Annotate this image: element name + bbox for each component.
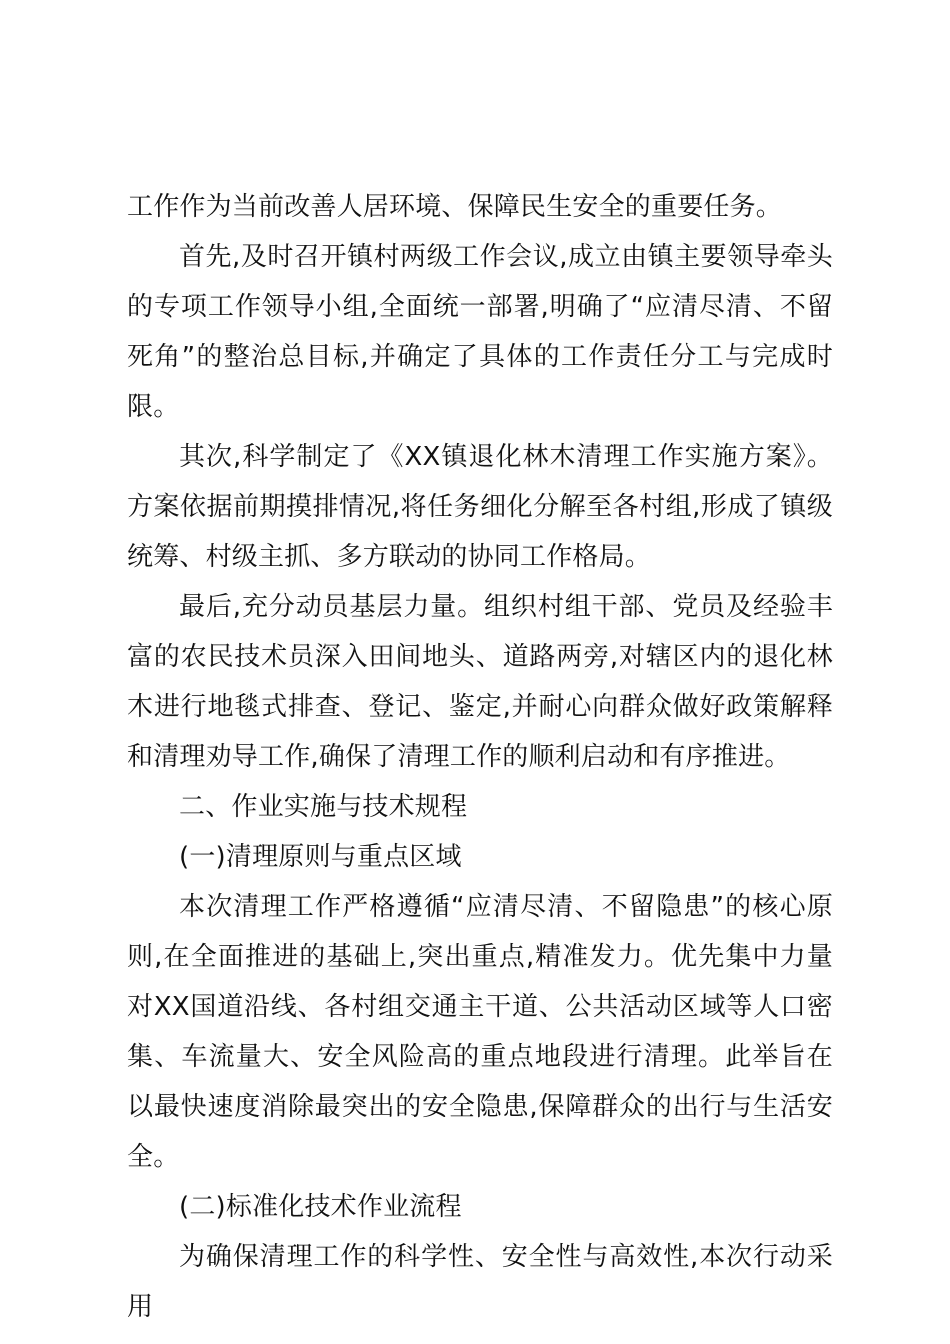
document-body <box>127 182 833 1332</box>
paragraph-continuation: 工作作为当前改善人居环境、保障民生安全的重要任务。 <box>127 192 783 222</box>
paragraph-second-plan: 其次,科学制定了《XX镇退化林木清理工作实施方案》。方案依据前期摸排情况,将任务细化分解至各村组,形成了镇级统筹、村级主抓、多方联动的协同工作格局。 <box>127 442 833 572</box>
subsection-heading-1: (一)清理原则与重点区域 <box>179 842 462 872</box>
paragraph-final-mobilization: 最后,充分动员基层力量。组织村组干部、党员及经验丰富的农民技术员深入田间地头、道路两旁,对辖区内的退化林木进行地毯式排查、登记、鉴定,并耐心向群众做好政策解释和清理劝导工作,确保了清理工作的顺利启动和有序推进。 <box>127 592 833 772</box>
paragraph-principles: 本次清理工作严格遵循“应清尽清、不留隐患”的核心原则,在全面推进的基础上,突出重点,精准发力。优先集中力量对XX国道沿线、各村组交通主干道、公共活动区域等人口密集、车流量大、安全风险高的重点地段进行清理。此举旨在以最快速度消除最突出的安全隐患,保障群众的出行与生活安全。 <box>127 892 833 1172</box>
section-heading-2: 二、作业实施与技术规程 <box>179 792 468 822</box>
paragraph-technical-process: 为确保清理工作的科学性、安全性与高效性,本次行动采用 <box>127 1242 833 1322</box>
paragraph-first-meeting: 首先,及时召开镇村两级工作会议,成立由镇主要领导牵头的专项工作领导小组,全面统一部署,明确了“应清尽清、不留死角”的整治总目标,并确定了具体的工作责任分工与完成时限。 <box>127 242 833 422</box>
subsection-heading-2: (二)标准化技术作业流程 <box>179 1192 462 1222</box>
